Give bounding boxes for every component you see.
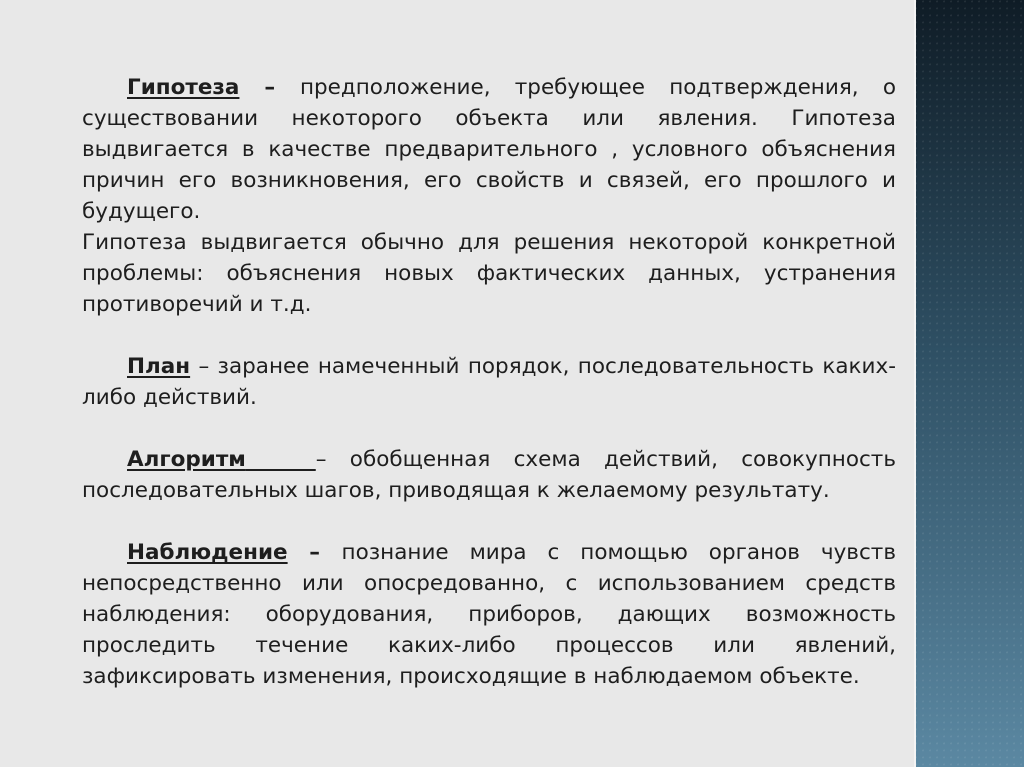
- term-dash: –: [315, 447, 350, 472]
- definition-text: заранее намеченный порядок, последовательность каких-либо действий.: [82, 354, 896, 410]
- definition-algorithm: [82, 444, 896, 506]
- term-hypothesis: Гипотеза: [127, 75, 240, 100]
- paragraph-gap: [82, 320, 896, 351]
- term-dash: –: [239, 75, 300, 100]
- definition-observation: [82, 537, 896, 692]
- definition-hypothesis: [82, 72, 896, 227]
- term-plan: План: [127, 354, 191, 379]
- definition-text: обобщенная схема действий, совокупность последовательных шагов, приводящая к желаемому результату.: [82, 447, 896, 503]
- term-observation: Наблюдение: [127, 540, 288, 565]
- paragraph-gap: [82, 506, 896, 537]
- definitions-text: [82, 72, 896, 692]
- hypothesis-note: Гипотеза выдвигается обычно для решения некоторой конкретной проблемы: объяснения новых фактических данных, устранения противоречий и т.д.: [82, 230, 896, 317]
- panel-edge: [914, 0, 916, 767]
- definition-text: познание мира с помощью органов чувств непосредственно или опосредованно, с использованием средств наблюдения: оборудования, приборов, дающих возможность проследить течение каких-либо процессов или явлений, зафиксировать изменения, происходящие в наблюдаемом объекте.: [82, 540, 896, 689]
- decorative-side-panel: [914, 0, 1024, 767]
- term-algorithm: Алгоритм: [127, 447, 246, 472]
- definition-plan: [82, 351, 896, 413]
- definition-text: предположение, требующее подтверждения, о существовании некоторого объекта или явления. Гипотеза выдвигается в качестве предварительного , условного объяснения причин его возникновения, его свойств и связей, его прошлого и будущего.: [82, 75, 896, 224]
- term-dash: –: [287, 540, 342, 565]
- paragraph-gap: [82, 413, 896, 444]
- term-dash: –: [190, 354, 218, 379]
- term-underline-pad: [246, 447, 316, 472]
